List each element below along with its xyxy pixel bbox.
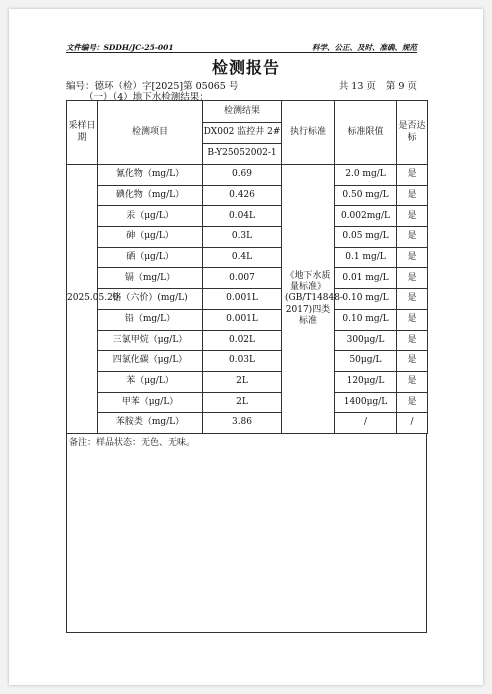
header-monitoring-point: DX002 监控井 2# <box>203 123 282 144</box>
result-cell: 0.3L <box>203 227 282 248</box>
total-pages: 共 13 页 <box>338 81 376 92</box>
item-cell: 四氯化碳（μg/L） <box>98 351 203 372</box>
page-title: 检测报告 <box>211 58 280 77</box>
item-cell: 三氯甲烷（μg/L） <box>98 330 203 351</box>
results-table <box>66 100 428 434</box>
item-cell: 汞（μg/L） <box>98 206 203 227</box>
table-row <box>67 185 428 206</box>
table-row <box>67 392 428 413</box>
result-cell: 0.69 <box>203 165 282 186</box>
sampling-date-cell: 2025.05.20 <box>67 165 98 434</box>
limit-cell: 0.50 mg/L <box>335 185 397 206</box>
item-cell: 碘化物（mg/L） <box>98 185 203 206</box>
pass-cell: 是 <box>397 268 428 289</box>
pass-cell: 是 <box>397 185 428 206</box>
limit-cell: 0.1 mg/L <box>335 247 397 268</box>
result-cell: 0.02L <box>203 330 282 351</box>
table-row <box>67 413 428 434</box>
limit-cell: 1400μg/L <box>335 392 397 413</box>
result-cell: 3.86 <box>203 413 282 434</box>
item-cell: 铬（六价）(mg/L) <box>98 289 203 310</box>
report-number: 编号：德环（检）字[2025]第 05065 号 <box>66 81 239 92</box>
result-cell: 0.007 <box>203 268 282 289</box>
section-heading: （一）（4）地下水检测结果： <box>84 92 209 103</box>
pass-cell: 是 <box>397 289 428 310</box>
limit-cell: 300μg/L <box>335 330 397 351</box>
item-cell: 铅（mg/L） <box>98 309 203 330</box>
table-row <box>67 206 428 227</box>
file-number: 文件编号：SDDH/JC-25-001 <box>66 43 174 52</box>
result-cell: 0.426 <box>203 185 282 206</box>
header-standard: 执行标准 <box>282 101 335 165</box>
pass-cell: 是 <box>397 165 428 186</box>
pass-cell: 是 <box>397 309 428 330</box>
item-cell: 氰化物（mg/L） <box>98 165 203 186</box>
pass-cell: 是 <box>397 330 428 351</box>
result-cell: 2L <box>203 371 282 392</box>
remark-text: 备注：样品状态：无色、无味。 <box>69 438 196 448</box>
motto: 科学、公正、及时、准确、规范 <box>312 43 417 52</box>
table-row <box>67 309 428 330</box>
item-cell: 砷（μg/L） <box>98 227 203 248</box>
table-row <box>67 330 428 351</box>
table-row <box>67 371 428 392</box>
table-row <box>67 351 428 372</box>
limit-cell: 0.10 mg/L <box>335 309 397 330</box>
pass-cell: 是 <box>397 392 428 413</box>
result-cell: 0.001L <box>203 289 282 310</box>
header-limit: 标准限值 <box>335 101 397 165</box>
result-cell: 0.03L <box>203 351 282 372</box>
pass-cell: 是 <box>397 227 428 248</box>
table-row <box>67 289 428 310</box>
limit-cell: 120μg/L <box>335 371 397 392</box>
result-cell: 2L <box>203 392 282 413</box>
page-counter <box>329 78 417 92</box>
header-pass: 是否达标 <box>397 101 428 165</box>
header-sampling-date: 采样日期 <box>67 101 98 165</box>
pass-cell: 是 <box>397 206 428 227</box>
limit-cell: / <box>335 413 397 434</box>
limit-cell: 0.002mg/L <box>335 206 397 227</box>
pass-cell: / <box>397 413 428 434</box>
pass-cell: 是 <box>397 247 428 268</box>
item-cell: 甲苯（μg/L） <box>98 392 203 413</box>
document-header <box>66 42 417 53</box>
result-cell: 0.4L <box>203 247 282 268</box>
item-cell: 镉（mg/L） <box>98 268 203 289</box>
limit-cell: 2.0 mg/L <box>335 165 397 186</box>
current-page: 第 9 页 <box>385 81 417 92</box>
table-row <box>67 165 428 186</box>
result-cell: 0.04L <box>203 206 282 227</box>
limit-cell: 0.10 mg/L <box>335 289 397 310</box>
table-row <box>67 247 428 268</box>
result-cell: 0.001L <box>203 309 282 330</box>
table-row <box>67 227 428 248</box>
item-cell: 苯（μg/L） <box>98 371 203 392</box>
header-result: 检测结果 <box>203 101 282 123</box>
pass-cell: 是 <box>397 351 428 372</box>
header-sample-id: B-Y25052002-1 <box>203 144 282 165</box>
limit-cell: 0.01 mg/L <box>335 268 397 289</box>
remarks-box <box>66 433 427 633</box>
item-cell: 苯胺类（mg/L） <box>98 413 203 434</box>
pass-cell: 是 <box>397 371 428 392</box>
limit-cell: 50μg/L <box>335 351 397 372</box>
table-row <box>67 268 428 289</box>
item-cell: 硒（μg/L） <box>98 247 203 268</box>
header-test-item: 检测项目 <box>98 101 203 165</box>
standard-cell: 《地下水质量标准》(GB/T14848-2017)四类标准 <box>282 165 335 434</box>
limit-cell: 0.05 mg/L <box>335 227 397 248</box>
